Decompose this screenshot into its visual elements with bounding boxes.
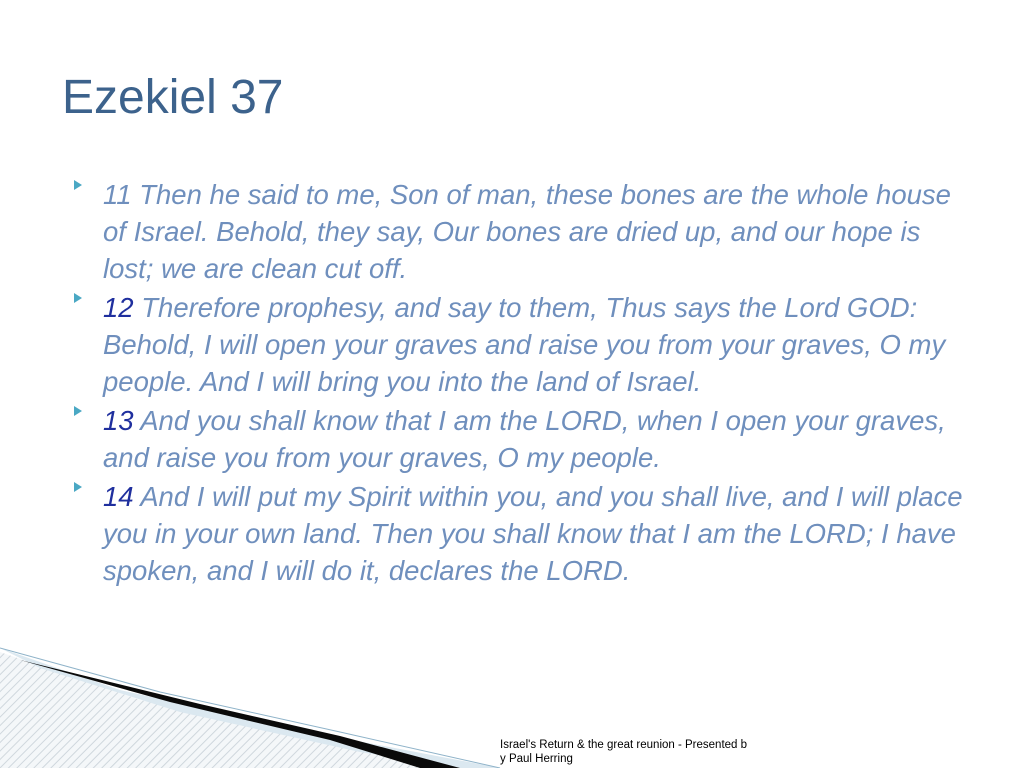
verse-number: 14 — [103, 481, 134, 512]
triangle-bullet-icon — [74, 180, 82, 190]
verse-item — [74, 289, 974, 400]
verse-number: 13 — [103, 405, 134, 436]
verse-item — [74, 176, 974, 287]
slide-title: Ezekiel 37 — [62, 71, 284, 124]
verse-text: And you shall know that I am the LORD, when I open your graves, and raise you from your graves, O my people. — [103, 405, 946, 473]
verse-number: 12 — [103, 292, 134, 323]
verse-number: 11 — [103, 179, 132, 210]
verse-item — [74, 478, 974, 589]
verse-text: Therefore prophesy, and say to them, Thus says the Lord GOD: Behold, I will open your graves and raise you from your graves, O my people. And I will bring you into the land of Israel. — [103, 292, 946, 397]
verse-text: Then he said to me, Son of man, these bones are the whole house of Israel. Behold, they say, Our bones are dried up, and our hope is lost; we are clean cut off. — [103, 179, 951, 284]
verse-item — [74, 402, 974, 476]
verse-text: And I will put my Spirit within you, and you shall live, and I will place you in your own land. Then you shall know that I am the LORD; I have spoken, and I will do it, declares the LORD. — [103, 481, 963, 586]
verse-list — [74, 176, 974, 591]
triangle-bullet-icon — [74, 406, 82, 416]
triangle-bullet-icon — [74, 293, 82, 303]
triangle-bullet-icon — [74, 482, 82, 492]
footer-text: Israel's Return & the great reunion - Presented by Paul Herring — [500, 739, 748, 765]
